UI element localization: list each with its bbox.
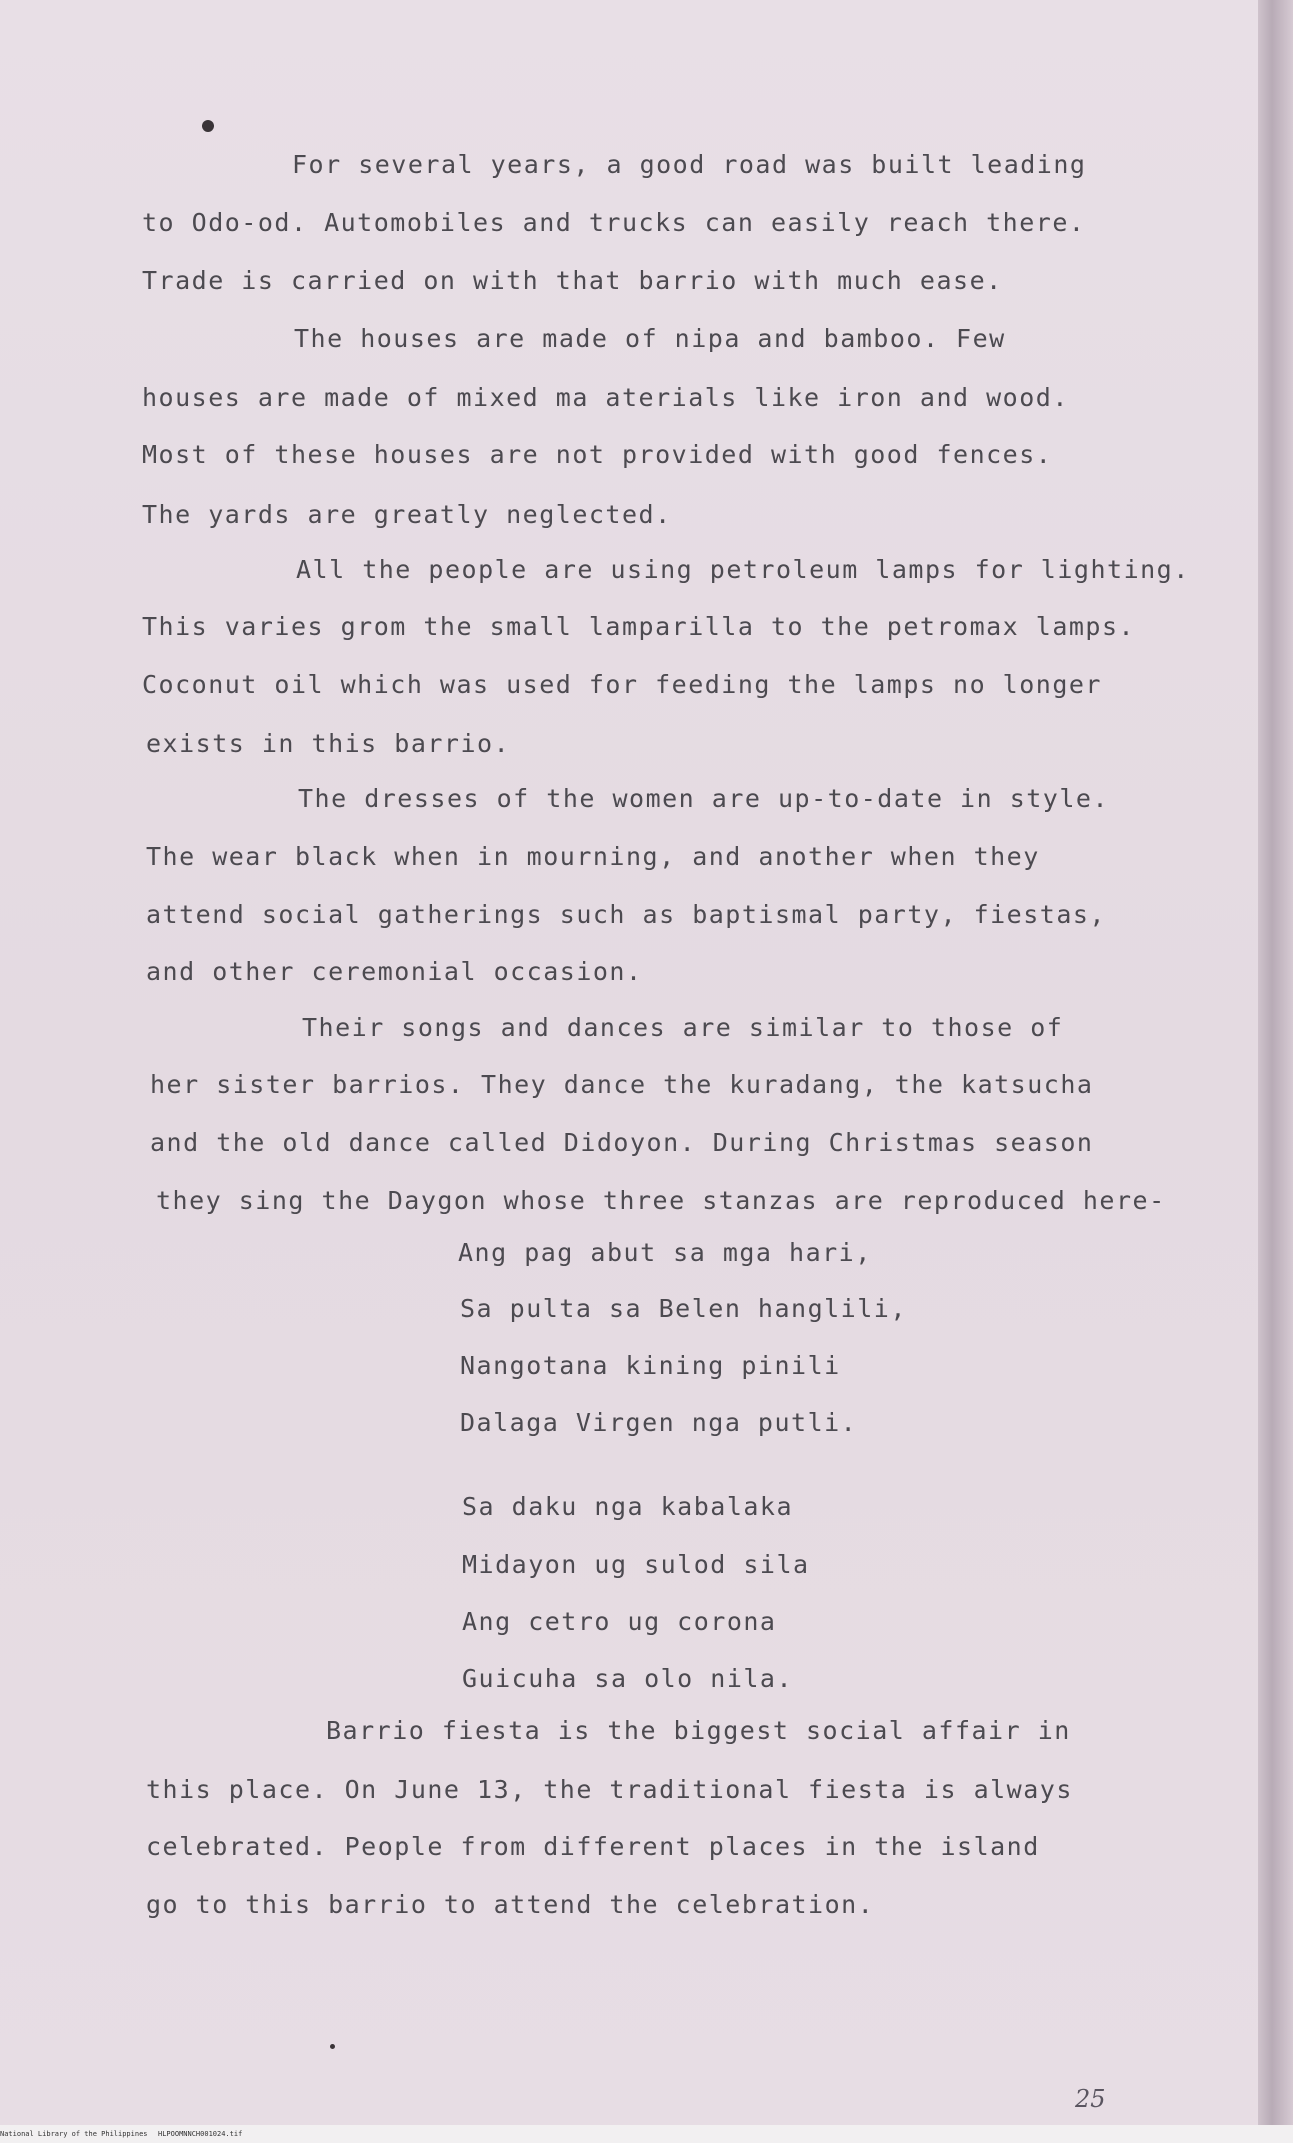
text-line: Most of these houses are not provided with good fences.	[142, 440, 1053, 469]
text-line: and the old dance called Didoyon. During Christmas season	[150, 1128, 1094, 1157]
text-line: Barrio fiesta is the biggest social affair in	[326, 1716, 1071, 1745]
text-line: and other ceremonial occasion.	[146, 957, 643, 986]
footer-library: National Library of the Philippines	[0, 2130, 148, 2138]
text-line: they sing the Daygon whose three stanzas are reproduced here-	[156, 1186, 1166, 1215]
text-line: The houses are made of nipa and bamboo. Few	[294, 324, 1006, 353]
song-line: Sa pulta sa Belen hanglili,	[460, 1294, 907, 1323]
song-line: Midayon ug sulod sila	[462, 1550, 810, 1579]
song-line: Ang cetro ug corona	[462, 1607, 777, 1636]
footer-strip	[0, 2125, 1293, 2143]
song-line: Sa daku nga kabalaka	[462, 1492, 794, 1521]
text-line: The yards are greatly neglected.	[142, 500, 672, 529]
song-line: Dalaga Virgen nga putli.	[460, 1408, 858, 1437]
ink-blot	[202, 120, 214, 132]
text-line: The dresses of the women are up-to-date in style.	[298, 784, 1110, 813]
song-line: Guicuha sa olo nila.	[462, 1664, 794, 1693]
text-line: attend social gatherings such as baptismal party, fiestas,	[146, 900, 1106, 929]
text-line: The wear black when in mourning, and another when they	[146, 842, 1040, 871]
text-line: go to this barrio to attend the celebration.	[146, 1890, 875, 1919]
ink-dot	[330, 2044, 335, 2049]
text-line: celebrated. People from different places in the island	[146, 1832, 1040, 1861]
text-line: her sister barrios. They dance the kuradang, the katsucha	[150, 1070, 1094, 1099]
footer-filename: HLPOOMNNCH001024.tif	[158, 2130, 243, 2138]
text-line: this place. On June 13, the traditional fiesta is always	[146, 1775, 1073, 1804]
song-line: Ang pag abut sa mga hari,	[458, 1238, 872, 1267]
text-line: All the people are using petroleum lamps for lighting.	[296, 555, 1190, 584]
text-line: houses are made of mixed ma aterials like iron and wood.	[142, 383, 1069, 412]
text-line: Coconut oil which was used for feeding the lamps no longer	[142, 670, 1102, 699]
text-line: Trade is carried on with that barrio with much ease.	[142, 266, 1003, 295]
text-line: exists in this barrio.	[146, 729, 511, 758]
text-line: This varies grom the small lamparilla to the petromax lamps.	[142, 612, 1136, 641]
text-line: Their songs and dances are similar to those of	[302, 1013, 1064, 1042]
text-line: For several years, a good road was built leading	[292, 150, 1087, 179]
page-edge	[1258, 0, 1293, 2125]
text-line: to Odo-od. Automobiles and trucks can easily reach there.	[142, 208, 1086, 237]
page-number: 25	[1075, 2085, 1106, 2113]
song-line: Nangotana kining pinili	[460, 1351, 841, 1380]
